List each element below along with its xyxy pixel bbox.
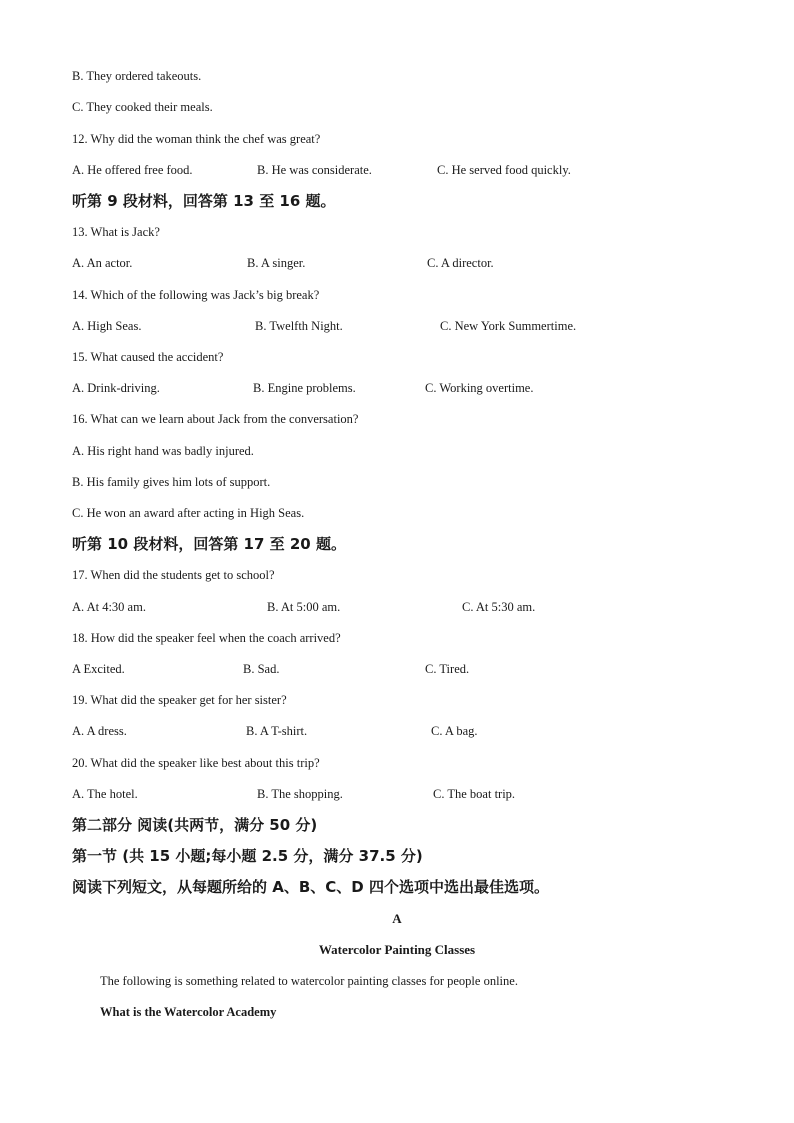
q19-question: 19. What did the speaker get for her sister? bbox=[72, 693, 287, 707]
q17-option-b: B. At 5:00 am. bbox=[267, 600, 341, 614]
q20-option-c: C. The boat trip. bbox=[433, 787, 516, 801]
part-2-heading: 第二部分 阅读(共两节，满分 50 分) bbox=[72, 816, 318, 834]
q11-option-c: C. They cooked their meals. bbox=[72, 100, 213, 114]
q16-option-c: C. He won an award after acting in High Seas. bbox=[72, 506, 305, 520]
q12-option-c: C. He served food quickly. bbox=[437, 163, 571, 177]
q17-option-a: A. At 4:30 am. bbox=[72, 600, 146, 614]
q13-option-c: C. A director. bbox=[427, 256, 494, 270]
q16-question: 16. What can we learn about Jack from the conversation? bbox=[72, 412, 359, 426]
passage-intro: The following is something related to watercolor painting classes for people online. bbox=[100, 974, 518, 988]
q14-option-b: B. Twelfth Night. bbox=[255, 319, 343, 333]
section-1-heading: 第一节 (共 15 小题;每小题 2.5 分，满分 37.5 分) bbox=[72, 847, 423, 865]
q19-option-a: A. A dress. bbox=[72, 724, 127, 738]
q13-question: 13. What is Jack? bbox=[72, 225, 160, 239]
q16-option-a: A. His right hand was badly injured. bbox=[72, 444, 254, 458]
reading-instruction: 阅读下列短文，从每题所给的 A、B、C、D 四个选项中选出最佳选项。 bbox=[72, 878, 549, 896]
q15-option-c: C. Working overtime. bbox=[425, 381, 534, 395]
q18-option-b: B. Sad. bbox=[243, 662, 280, 676]
q13-option-b: B. A singer. bbox=[247, 256, 306, 270]
passage-letter: A bbox=[392, 911, 402, 926]
q11-option-b: B. They ordered takeouts. bbox=[72, 69, 202, 83]
q12-question: 12. Why did the woman think the chef was great? bbox=[72, 132, 321, 146]
q14-option-a: A. High Seas. bbox=[72, 319, 142, 333]
q13-option-a: A. An actor. bbox=[72, 256, 133, 270]
q14-option-c: C. New York Summertime. bbox=[440, 319, 577, 333]
q18-option-a: A Excited. bbox=[72, 662, 125, 676]
q18-question: 18. How did the speaker feel when the coach arrived? bbox=[72, 631, 341, 645]
q15-option-a: A. Drink-driving. bbox=[72, 381, 160, 395]
q15-option-b: B. Engine problems. bbox=[253, 381, 356, 395]
q14-question: 14. Which of the following was Jack’s big break? bbox=[72, 288, 320, 302]
q17-question: 17. When did the students get to school? bbox=[72, 568, 275, 582]
section-10-heading: 听第 10 段材料，回答第 17 至 20 题。 bbox=[72, 535, 346, 553]
q17-option-c: C. At 5:30 am. bbox=[462, 600, 536, 614]
q19-option-b: B. A T-shirt. bbox=[246, 724, 308, 738]
q19-option-c: C. A bag. bbox=[431, 724, 478, 738]
q12-option-a: A. He offered free food. bbox=[72, 163, 193, 177]
q12-option-b: B. He was considerate. bbox=[257, 163, 372, 177]
q20-option-b: B. The shopping. bbox=[257, 787, 343, 801]
section-9-heading: 听第 9 段材料，回答第 13 至 16 题。 bbox=[72, 192, 336, 210]
q18-option-c: C. Tired. bbox=[425, 662, 470, 676]
passage-title: Watercolor Painting Classes bbox=[318, 942, 476, 957]
q20-question: 20. What did the speaker like best about this trip? bbox=[72, 756, 320, 770]
passage-subheading: What is the Watercolor Academy bbox=[100, 1005, 277, 1019]
q16-option-b: B. His family gives him lots of support. bbox=[72, 475, 271, 489]
q15-question: 15. What caused the accident? bbox=[72, 350, 224, 364]
q20-option-a: A. The hotel. bbox=[72, 787, 138, 801]
